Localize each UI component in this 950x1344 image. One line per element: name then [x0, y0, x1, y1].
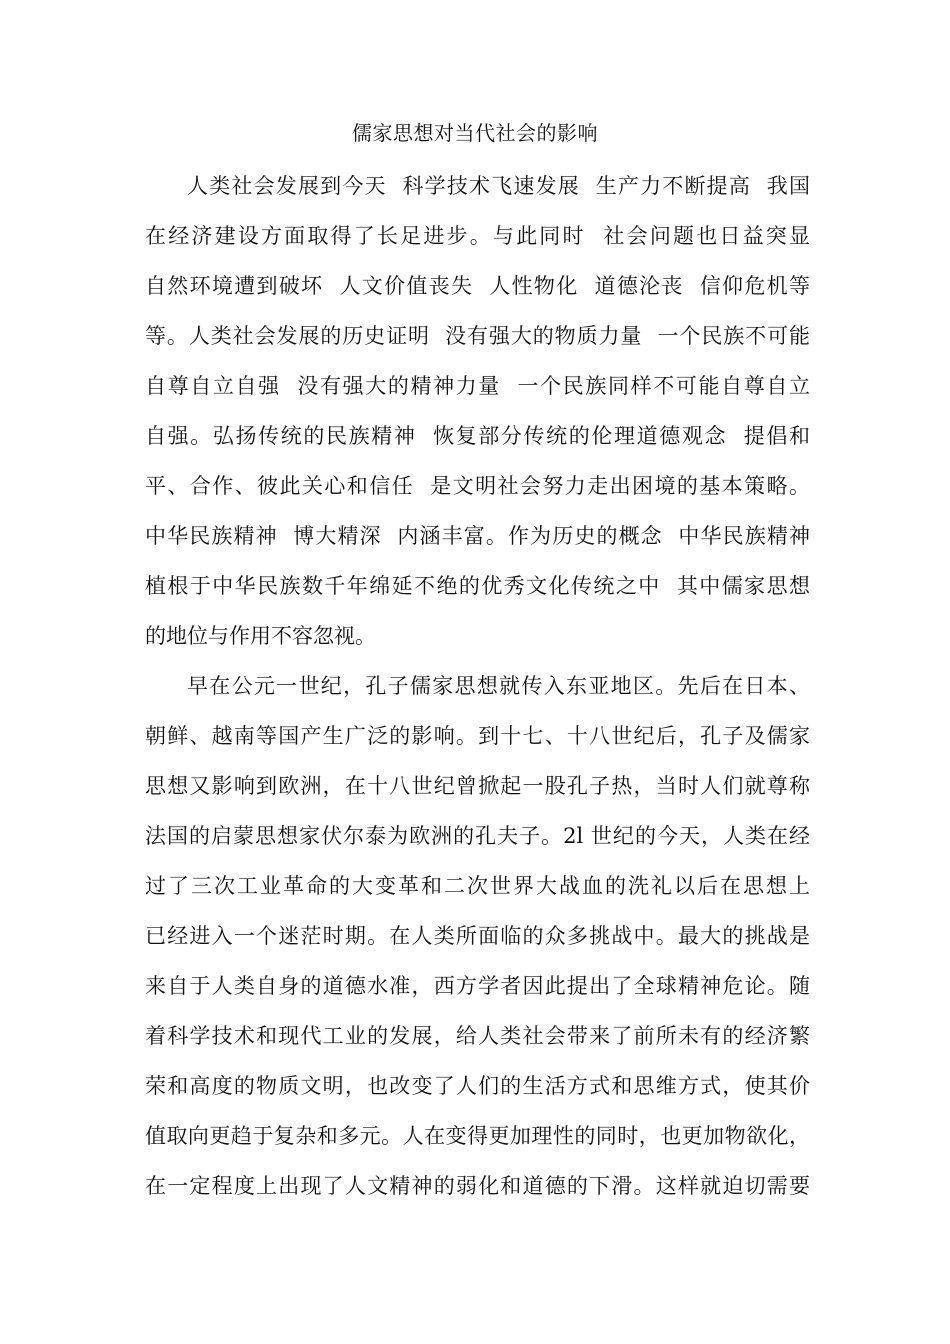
paragraph-line: 法国的启蒙思想家伏尔泰为欧洲的孔夫子。2l 世纪的今天，人类在经	[145, 824, 810, 848]
paragraph-line: 平、合作、彼此关心和信任 是文明社会努力走出困境的基本策略。	[145, 474, 810, 498]
paragraph-line: 思想又影响到欧洲，在十八世纪曾掀起一股孔子热，当时人们就尊称	[145, 774, 810, 798]
paragraph-line: 自强。弘扬传统的民族精神 恢复部分传统的伦理道德观念 提倡和	[145, 424, 810, 448]
paragraph-line: 荣和高度的物质文明，也改变了人们的生活方式和思维方式，使其价	[145, 1074, 810, 1098]
paragraph-line: 植根于中华民族数千年绵延不绝的优秀文化传统之中 其中儒家思想	[145, 574, 810, 598]
paragraph-line: 在一定程度上出现了人文精神的弱化和道德的下滑。这样就迫切需要	[145, 1174, 810, 1198]
paragraph-line: 在经济建设方面取得了长足进步。与此同时 社会问题也日益突显	[145, 224, 810, 248]
paragraph-line: 人类社会发展到今天 科学技术飞速发展 生产力不断提高 我国	[187, 174, 810, 198]
paragraph-line: 自尊自立自强 没有强大的精神力量 一个民族同样不可能自尊自立	[145, 374, 810, 398]
paragraph-line: 的地位与作用不容忽视。	[145, 624, 376, 648]
paragraph-line: 着科学技术和现代工业的发展，给人类社会带来了前所未有的经济繁	[145, 1024, 810, 1048]
paragraph-line: 来自于人类自身的道德水准，西方学者因此提出了全球精神危论。随	[145, 974, 810, 998]
document-title: 儒家思想对当代社会的影响	[352, 121, 598, 145]
paragraph-line: 朝鲜、越南等国产生广泛的影响。到十七、十八世纪后，孔子及儒家	[145, 724, 810, 748]
paragraph-line: 早在公元一世纪，孔子儒家思想就传入东亚地区。先后在日本、	[187, 674, 810, 698]
paragraph-line: 过了三次工业革命的大变革和二次世界大战血的洗礼以后在思想上	[145, 874, 810, 898]
paragraph-line: 中华民族精神 博大精深 内涵丰富。作为历史的概念 中华民族精神	[145, 524, 810, 548]
paragraph-line: 已经进入一个迷茫时期。在人类所面临的众多挑战中。最大的挑战是	[145, 924, 810, 948]
paragraph-line: 自然环境遭到破坏 人文价值丧失 人性物化 道德沦丧 信仰危机等	[145, 274, 810, 298]
paragraph-line: 值取向更趋于复杂和多元。人在变得更加理性的同时，也更加物欲化，	[145, 1124, 810, 1148]
paragraph-line: 等。人类社会发展的历史证明 没有强大的物质力量 一个民族不可能	[145, 324, 810, 348]
